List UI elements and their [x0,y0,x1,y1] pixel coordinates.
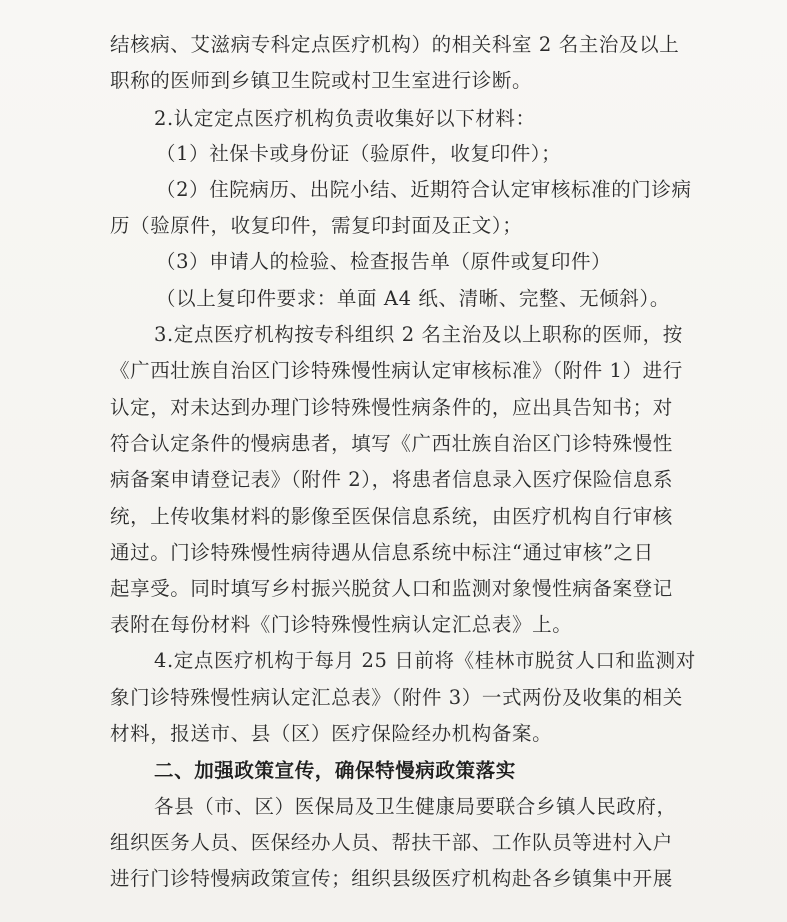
text-line: 符合认定条件的慢病患者，填写《广西壮族自治区门诊特殊慢性 [110,432,673,455]
section-heading: 二、加强政策宣传，确保特慢病政策落实 [154,759,516,782]
text-line: 3.定点医疗机构按专科组织 2 名主治及以上职称的医师，按 [154,323,683,346]
text-line: 历（验原件，收复印件，需复印封面及正文）； [110,214,523,237]
text-line: 表附在每份材料《门诊特殊慢性病认定汇总表》上。 [110,613,573,636]
text-line: （3）申请人的检验、检查报告单（原件或复印件） [156,250,612,273]
text-line: 进行门诊特慢病政策宣传；组织县级医疗机构赴各乡镇集中开展 [110,867,673,890]
text-line: 象门诊特殊慢性病认定汇总表》（附件 3）一式两份及收集的相关 [110,686,683,709]
text-line: （以上复印件要求：单面 A4 纸、清晰、完整、无倾斜）。 [156,287,670,310]
text-line: 起享受。同时填写乡村振兴脱贫人口和监测对象慢性病备案登记 [110,577,673,600]
text-line: 统，上传收集材料的影像至医保信息系统，由医疗机构自行审核 [110,505,673,528]
text-line: 结核病、艾滋病专科定点医疗机构）的相关科室 2 名主治及以上 [110,33,680,56]
text-line: 2.认定定点医疗机构负责收集好以下材料： [154,107,536,130]
text-line: 组织医务人员、医保经办人员、帮扶干部、工作队员等进村入户 [110,831,673,854]
text-line: 材料，报送市、县（区）医疗保险经办机构备案。 [110,722,553,745]
text-line: （2）住院病历、出院小结、近期符合认定审核标准的门诊病 [156,178,692,201]
text-line: 4.定点医疗机构于每月 25 日前将《桂林市脱贫人口和监测对 [154,649,696,672]
text-line: （1）社保卡或身份证（验原件，收复印件）； [156,142,562,165]
text-line: 病备案申请登记表》（附件 2），将患者信息录入医疗保险信息系 [110,468,674,491]
text-line: 通过。门诊特殊慢性病待遇从信息系统中标注“通过审核”之日 [110,541,654,564]
text-line: 认定，对未达到办理门诊特殊慢性病条件的，应出具告知书；对 [110,396,673,419]
text-line: 各县（市、区）医保局及卫生健康局要联合乡镇人民政府， [154,795,677,818]
text-line: 职称的医师到乡镇卫生院或村卫生室进行诊断。 [110,69,533,92]
text-line: 《广西壮族自治区门诊特殊慢性病认定审核标准》（附件 1）进行 [110,359,683,382]
